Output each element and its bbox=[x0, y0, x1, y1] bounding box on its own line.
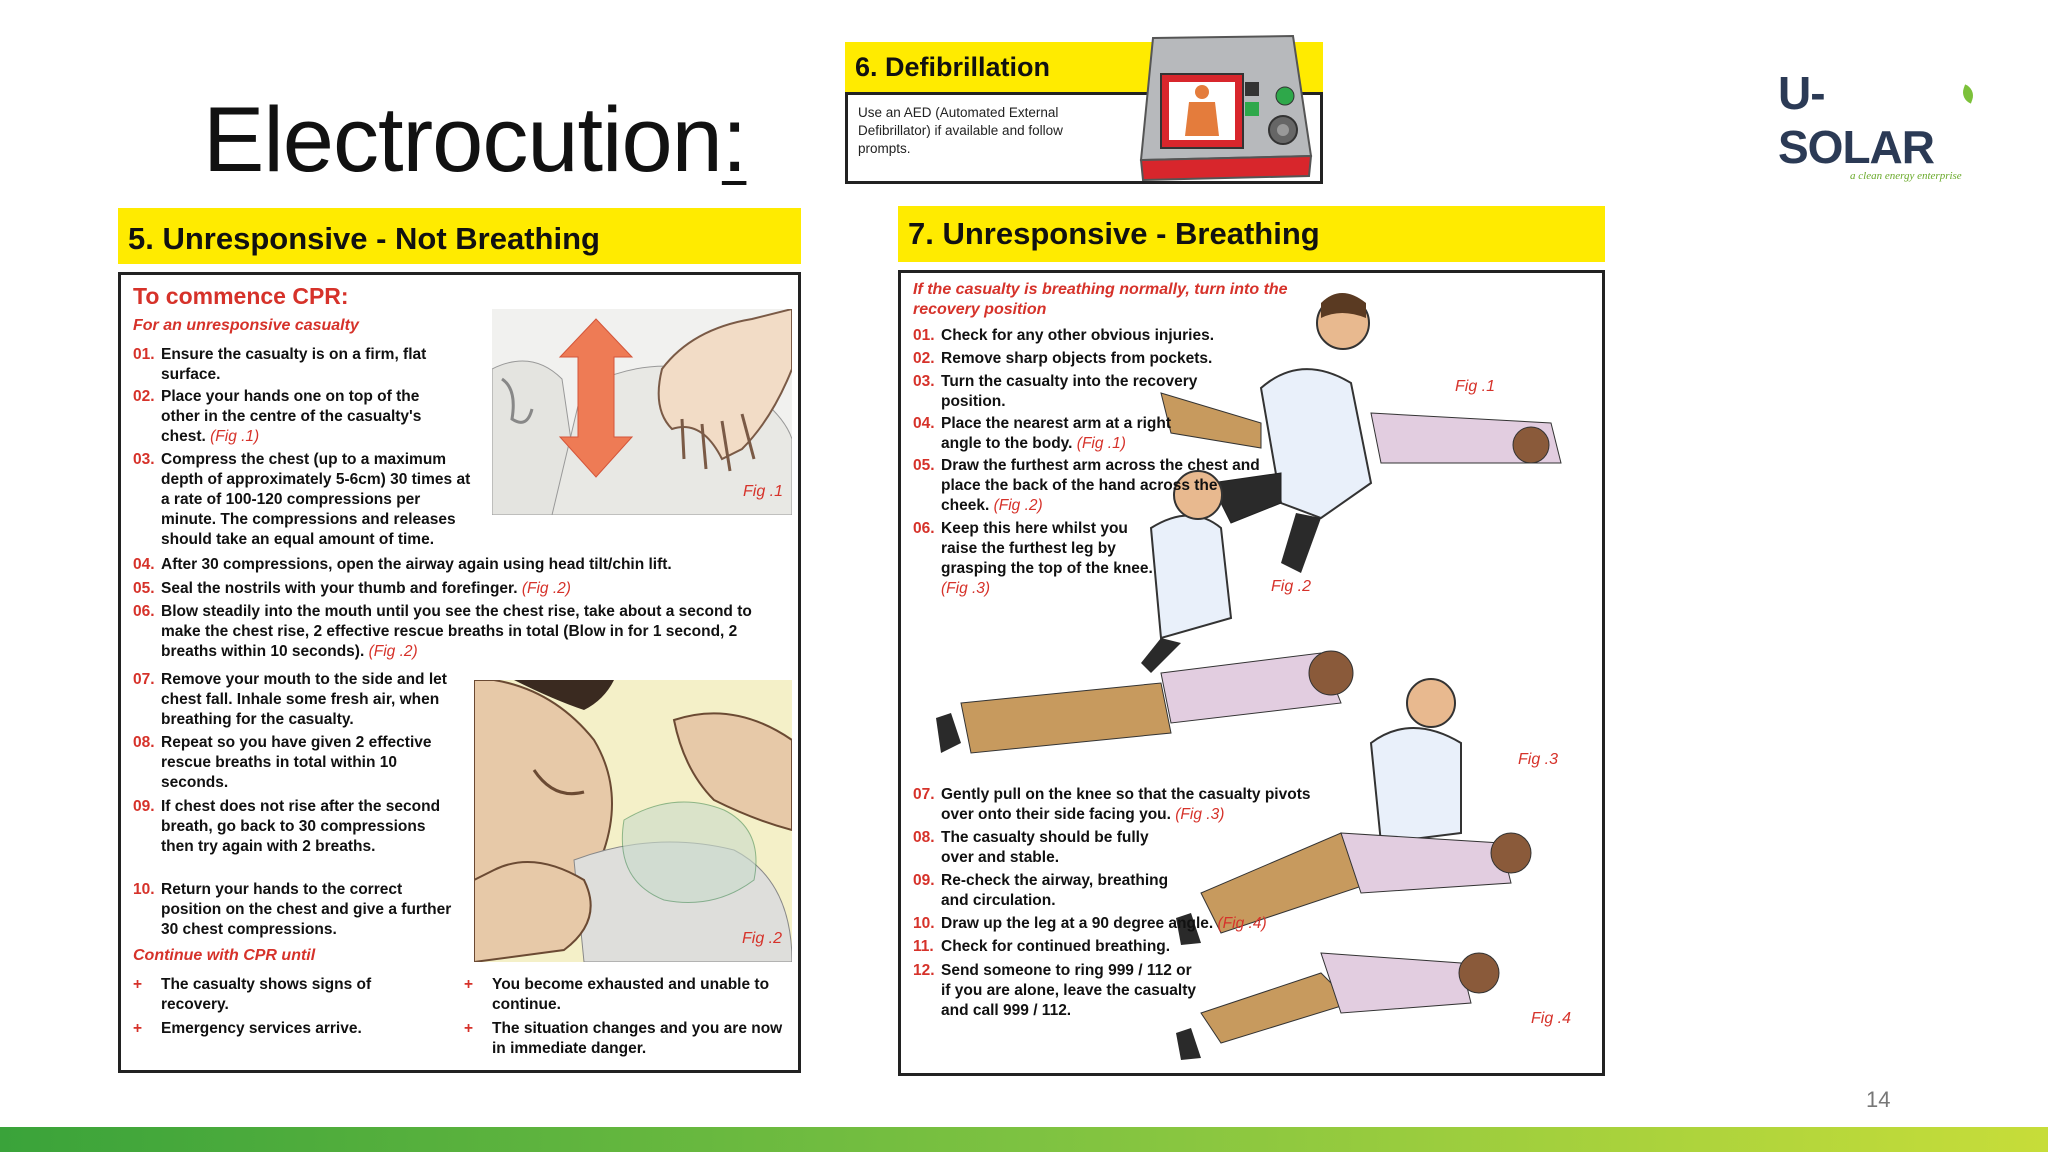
panel5-step: 07. Remove your mouth to the side and let chest fall. Inhale some fresh air, when breathing for the casualty. bbox=[133, 671, 447, 728]
u-solar-logo bbox=[1778, 66, 1978, 182]
panel7-heading: 7. Unresponsive - Breathing bbox=[898, 206, 1605, 262]
panel7-fig4-label: Fig .4 bbox=[1531, 1010, 1572, 1027]
panel7-step: 07. Gently pull on the knee so that the casualty pivots over onto their side facing you. (Fig .3) bbox=[913, 786, 1311, 823]
panel5-fig2-label: Fig .2 bbox=[742, 930, 783, 947]
panel7-body bbox=[898, 270, 1605, 1076]
panel7-step: 10. Draw up the leg at a 90 degree angle. (Fig .4) bbox=[913, 915, 1267, 932]
aed-device-illustration bbox=[1123, 26, 1323, 196]
panel5-body bbox=[118, 272, 801, 1073]
footer-gradient-bar bbox=[0, 1127, 2048, 1152]
panel7-step: 04. Place the nearest arm at a right angle to the body. (Fig .1) bbox=[913, 415, 1172, 452]
panel5-fig1-label: Fig .1 bbox=[743, 483, 784, 500]
panel7-step: 03. Turn the casualty into the recovery position. bbox=[913, 373, 1198, 410]
panel5-step: 06. Blow steadily into the mouth until you see the chest rise, take about a second to make the chest rise, 2 effective rescue breaths in total (Blow in for 1 second, 2 breaths within 10 seconds). (Fig .2) bbox=[133, 603, 752, 660]
recovery-fig4 bbox=[1176, 953, 1499, 1060]
slide-title-colon: : bbox=[721, 89, 747, 191]
panel7-step: 11. Check for continued breathing. bbox=[913, 938, 1171, 955]
panel-unresponsive-not-breathing bbox=[118, 208, 801, 1073]
panel7-step: 12. Send someone to ring 999 / 112 or if you are alone, leave the casualty and call 999 / 112. bbox=[913, 962, 1197, 1019]
panel5-step: 04. After 30 compressions, open the airway again using head tilt/chin lift. bbox=[133, 556, 672, 573]
continue-bullet: + The casualty shows signs of recovery. bbox=[133, 976, 372, 1013]
rescue-breath-drawing bbox=[474, 680, 792, 962]
defibrillation-body: Use an AED (Automated External Defibrillator) if available and follow prompts. bbox=[858, 105, 1063, 156]
continue-cpr-heading: Continue with CPR until bbox=[133, 947, 316, 964]
panel7-step: 02. Remove sharp objects from pockets. bbox=[913, 350, 1213, 367]
logo-wordmark: U-SOLAR bbox=[1778, 67, 1934, 173]
panel7-step: 08. The casualty should be fully over and stable. bbox=[913, 829, 1149, 866]
panel7-step: 01. Check for any other obvious injuries. bbox=[913, 327, 1215, 344]
panel7-intro: If the casualty is breathing normally, turn into the recovery position bbox=[913, 281, 1288, 318]
panel5-subtitle: To commence CPR: bbox=[133, 283, 349, 309]
panel-unresponsive-breathing bbox=[898, 206, 1605, 1076]
panel7-fig1-label: Fig .1 bbox=[1455, 378, 1496, 395]
slide-title bbox=[203, 88, 746, 193]
rescue-breath-illustration bbox=[474, 680, 792, 962]
panel5-step: 03. Compress the chest (up to a maximum depth of approximately 5-6cm) 30 times at a rate of 100-120 compressions per minute. The compressions and releases should take an equal amount of time. bbox=[133, 451, 471, 548]
panel5-step: 08. Repeat so you have given 2 effective rescue breaths in total within 10 seconds. bbox=[133, 734, 432, 791]
panel7-step: 05. Draw the furthest arm across the chest and place the back of the hand across the cheek. (Fig .2) bbox=[913, 457, 1260, 514]
continue-bullet: + Emergency services arrive. bbox=[133, 1020, 362, 1037]
panel7-step: 09. Re-check the airway, breathing and circulation. bbox=[913, 872, 1169, 909]
logo-tagline: a clean energy enterprise bbox=[1850, 170, 1962, 182]
continue-bullet: + You become exhausted and unable to continue. bbox=[464, 976, 770, 1013]
panel5-step: 01. Ensure the casualty is on a firm, flat surface. bbox=[133, 346, 427, 383]
panel5-step: 10. Return your hands to the correct position on the chest and give a further 30 chest compressions. bbox=[133, 881, 452, 938]
cpr-compression-illustration bbox=[492, 309, 792, 515]
panel5-step: 02. Place your hands one on top of the other in the centre of the casualty's chest. (Fig .1) bbox=[133, 388, 422, 445]
page-number: 14 bbox=[1866, 1087, 1891, 1112]
panel5-step: 05. Seal the nostrils with your thumb and forefinger. (Fig .2) bbox=[133, 580, 571, 597]
panel5-heading: 5. Unresponsive - Not Breathing bbox=[118, 208, 801, 264]
panel7-fig2-label: Fig .2 bbox=[1271, 578, 1312, 595]
continue-bullet: + The situation changes and you are now in immediate danger. bbox=[464, 1020, 783, 1057]
panel7-step: 06. Keep this here whilst you raise the furthest leg by grasping the top of the knee. (Fig .3) bbox=[913, 520, 1153, 597]
slide-title-text: Electrocution bbox=[203, 89, 722, 191]
panel5-step: 09. If chest does not rise after the second breath, go back to 30 compressions then try again with 2 breaths. bbox=[133, 798, 441, 855]
panel5-intro: For an unresponsive casualty bbox=[133, 317, 359, 334]
panel7-fig3-label: Fig .3 bbox=[1518, 751, 1559, 768]
defibrillation-panel bbox=[845, 42, 1323, 184]
defibrillation-heading: 6. Defibrillation bbox=[845, 42, 1323, 92]
